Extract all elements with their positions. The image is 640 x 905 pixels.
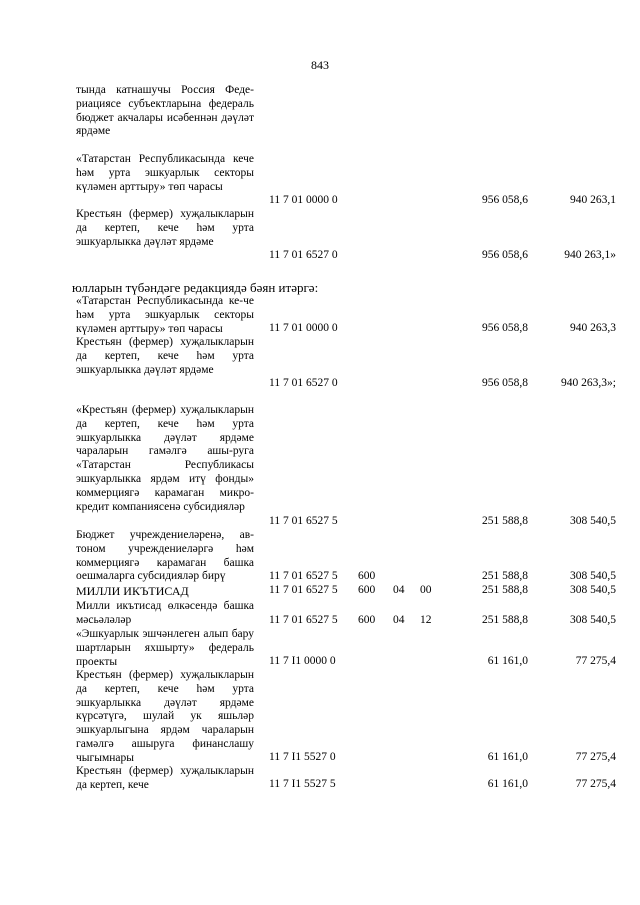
row-value-1: 956 058,8 (482, 322, 528, 334)
row-description: «Татарстан Республикасында кече һәм урта эшкуарлык секторы күләмен арттыру» төп чарасы (76, 153, 254, 193)
row-value-2: 77 275,4 (575, 778, 616, 790)
row-description: «Эшкуарлык эшчәнлеген алып бару шартларын яхшырту» федераль проекты (76, 628, 254, 668)
row-code: 11 7 01 6527 5 (269, 614, 338, 626)
page-number: 843 (311, 58, 329, 72)
row-description: тында катнашучы Россия Феде-риациясе субъектларына федераль бюджет акчалары исәбеннән дәүләт ярдәме (76, 84, 254, 138)
row-col-1: 600 (358, 584, 376, 596)
section-heading: юлларын түбәндәге редакциядә бәян итәргә: (72, 280, 319, 295)
row-code: 11 7 I1 5527 5 (269, 778, 336, 790)
row-code: 11 7 01 6527 0 (269, 249, 338, 261)
row-value-1: 251 588,8 (482, 570, 528, 582)
row-code: 11 7 01 0000 0 (269, 322, 338, 334)
row-description: Крестьян (фермер) хуҗалыкларын да кертеп, кече һәм урта эшкуарлыкка дәүләт ярдәме күрсәтүгә, шулай ук яшьләр эшкуарлыгына ярдәм чараларын гамәлгә ашыруга финанслашу чыгымнары (76, 669, 254, 764)
row-value-2: 940 263,1 (570, 194, 616, 206)
row-description: Крестьян (фермер) хуҗалыкларын да кертеп, кече һәм урта эшкуарлыкка дәүләт ярдәме (76, 208, 254, 248)
row-code: 11 7 I1 0000 0 (269, 655, 336, 667)
row-value-1: 251 588,8 (482, 614, 528, 626)
row-col-1: 600 (358, 614, 376, 626)
row-col-3: 00 (420, 584, 432, 596)
row-value-1: 956 058,8 (482, 377, 528, 389)
row-col-3: 12 (420, 614, 432, 626)
row-description: МИЛЛИ ИКЪТИСАД (76, 584, 189, 598)
row-value-2: 940 263,1» (564, 249, 616, 261)
row-description: Милли икътисад өлкәсендә башка мәсьәләләр (76, 600, 254, 626)
row-code: 11 7 01 6527 5 (269, 584, 338, 596)
row-value-2: 77 275,4 (575, 655, 616, 667)
row-value-2: 77 275,4 (575, 751, 616, 763)
row-description: Крестьян (фермер) хуҗалыкларын да кертеп, кече һәм урта эшкуарлыкка дәүләт ярдәме (76, 336, 254, 376)
row-value-1: 61 161,0 (487, 751, 528, 763)
row-value-2: 308 540,5 (570, 584, 616, 596)
row-code: 11 7 01 6527 5 (269, 515, 338, 527)
row-value-2: 308 540,5 (570, 614, 616, 626)
row-description: «Крестьян (фермер) хуҗалыкларын да кертеп, кече һәм урта эшкуарлыкка дәүләт ярдәме чараларын гамәлгә ашы-руга «Татарстан Республикасы эшкуарлыкка ярдәм итү фонды» коммерциягә карамаган микро-кредит компаниясенә субсидияләр (76, 404, 254, 513)
row-value-1: 251 588,8 (482, 515, 528, 527)
row-code: 11 7 01 6527 0 (269, 377, 338, 389)
row-code: 11 7 01 0000 0 (269, 194, 338, 206)
row-value-2: 308 540,5 (570, 515, 616, 527)
row-description: «Татарстан Республикасында ке-че һәм урта эшкуарлык секторы күләмен арттыру» төп чарасы (76, 295, 254, 335)
row-code: 11 7 01 6527 5 (269, 570, 338, 582)
row-value-1: 251 588,8 (482, 584, 528, 596)
row-value-2: 308 540,5 (570, 570, 616, 582)
row-value-2: 940 263,3»; (561, 377, 616, 389)
row-value-2: 940 263,3 (570, 322, 616, 334)
row-description: Бюджет учреждениеләренә, ав-тоном учреждениеләргә һәм коммерциягә карамаган башка оешмаларга субсидияләр бирү (76, 529, 254, 583)
row-value-1: 61 161,0 (487, 655, 528, 667)
row-value-1: 956 058,6 (482, 194, 528, 206)
row-col-2: 04 (393, 614, 405, 626)
row-col-1: 600 (358, 570, 376, 582)
row-value-1: 956 058,6 (482, 249, 528, 261)
row-code: 11 7 I1 5527 0 (269, 751, 336, 763)
row-col-2: 04 (393, 584, 405, 596)
row-description: Крестьян (фермер) хуҗалыкларын да кертеп, кече (76, 765, 254, 791)
row-value-1: 61 161,0 (487, 778, 528, 790)
